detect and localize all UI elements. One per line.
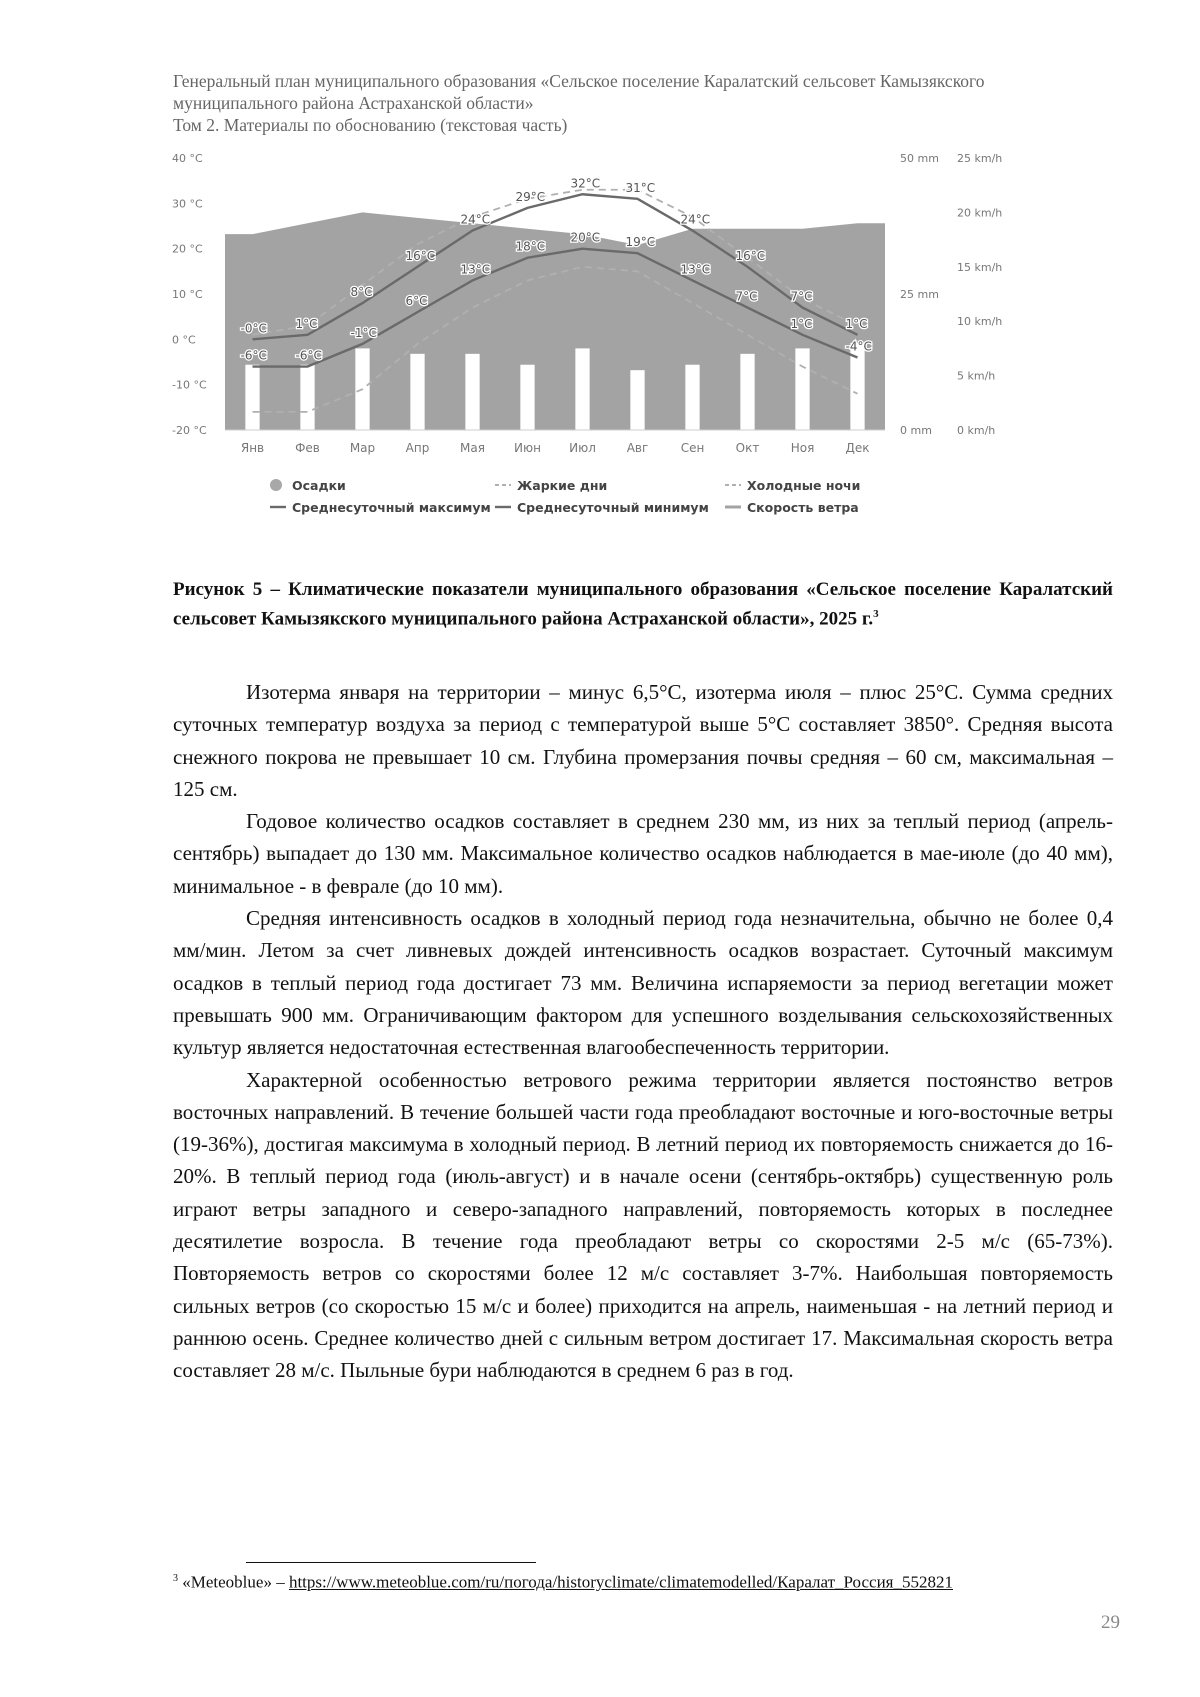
min-temp-label: 6°C [405,294,428,309]
y-tick-label: 30 °C [172,197,203,211]
max-temp-label: 24°C [680,212,711,227]
wind-tick-label: 25 km/h [957,152,1003,165]
precip-tick-label: 25 mm [900,288,939,301]
header-line-2: муниципального района Астраханской области» [173,93,534,113]
x-tick-label: Ноя [790,441,815,455]
legend-label: Среднесуточный минимум [517,500,709,515]
wind-tick-label: 5 km/h [957,369,996,383]
min-temp-label: 19°C [625,235,656,250]
min-temp-label: -6°C [295,348,322,363]
page-number: 29 [1101,1612,1120,1633]
body-text [173,676,1113,1387]
max-temp-label: 31°C [625,180,656,195]
paragraph: Изотерма января на территории – минус 6,5°С, изотерма июля – плюс 25°С. Сумма средних суточных температур воздуха за период с температурой выше 5°С составляет 3850°. Средняя высота снежного покрова не превышает 10 см. Глубина промерзания почвы средняя – 60 см, максимальная – 125 см. [173,680,1113,801]
precip-tick-label: 50 mm [900,152,939,165]
wind-tick-label: 0 km/h [957,424,996,437]
legend-label: Жаркие дни [517,478,608,493]
precipitation-bar [465,354,479,430]
paragraph: Характерной особенностью ветрового режима территории является постоянство ветров восточных направлений. В течение большей части года преобладают восточные и юго-восточные ветры (19-36%), достигая максимума в холодный период. В летний период их повторяемость снижается до 16-20%. В теплый период года (июль-август) и в начале осени (сентябрь-октябрь) существенную роль играют ветры западного и северо-западного направлений, повторяемость которых в последнее десятилетие возросла. В течение года преобладают ветры со скоростями 2-5 м/с (65-73%). Повторяемость ветров со скоростями более 12 м/с составляет 3-7%. Наибольшая повторяемость сильных ветров (со скоростью 15 м/с и более) приходится на апрель, наименьшая - на летний период и раннюю осень. Среднее количество дней с сильным ветром достигает 17. Максимальная скорость ветра составляет 28 м/с. Пыльные бури наблюдаются в среднем 6 раз в год. [173,1067,1113,1383]
precipitation-bar [685,365,699,430]
x-tick-label: Янв [240,441,265,455]
paragraph: Средняя интенсивность осадков в холодный период года незначительна, обычно не более 0,4 мм/мин. Летом за счет ливневых дождей интенсивность осадков возрастает. Суточный максимум осадков в теплый период года достигает 73 мм. Величина испаряемости за период вегетации может превышать 900 мм. Ограничивающим фактором для успешного возделывания сельскохозяйственных культур является недостаточная естественная влагообеспеченность территории. [173,906,1113,1060]
legend-label: Осадки [292,478,346,493]
footnote-divider [246,1562,536,1563]
precipitation-bar [520,365,534,430]
legend-label: Скорость ветра [747,500,859,515]
climate-chart [170,150,1105,570]
footnote-link[interactable]: https://www.meteoblue.com/ru/погода/historyclimate/climatemodelled/Каралат_Россия_552821 [288,1572,953,1592]
legend-label: Среднесуточный максимум [292,500,491,515]
legend-precip-swatch [270,479,282,491]
footnote-ref: 3 [873,608,879,620]
legend-label: Холодные ночи [747,478,861,493]
x-tick-label: Мая [460,441,485,455]
max-temp-label: 16°C [735,248,766,263]
max-temp-label: 24°C [460,212,491,227]
precipitation-bar [740,354,754,430]
x-tick-label: Июл [569,441,596,455]
wind-tick-label: 15 km/h [957,260,1003,274]
precipitation-bar [630,370,644,430]
x-tick-label: Авг [626,441,649,455]
precip-tick-label: 0 mm [900,424,932,437]
y-tick-label: 20 °C [172,242,203,256]
x-tick-label: Фев [295,441,320,455]
wind-speed-area [225,212,885,430]
min-temp-label: 1°C [790,316,813,331]
y-tick-label: 0 °C [172,333,196,347]
climate-chart-svg [170,150,1105,570]
y-tick-label: -20 °C [172,424,207,437]
max-temp-label: 1°C [845,316,868,331]
x-tick-label: Мар [349,441,376,455]
min-temp-label: -6°C [240,348,267,363]
y-tick-label: 10 °C [172,288,203,301]
min-temp-label: 18°C [515,239,546,254]
min-temp-label: -1°C [350,325,377,340]
y-tick-label: -10 °C [172,378,207,392]
max-temp-label: 16°C [405,248,436,263]
footnote-number: 3 [173,1573,178,1584]
document-header [173,70,1133,136]
x-tick-label: Апр [405,441,430,455]
precipitation-bar [245,365,259,430]
max-temp-label: 7°C [790,289,813,304]
min-temp-label: 13°C [460,262,491,277]
figure-caption-text: Рисунок 5 – Климатические показатели муниципального образования «Сельское поселение Каралатский сельсовет Камызякского муниципального района Астраханской области», 2025 г. [173,579,1113,630]
precipitation-bar [575,348,589,430]
wind-tick-label: 20 km/h [957,206,1003,220]
y-tick-label: 40 °C [172,152,203,165]
paragraph: Годовое количество осадков составляет в среднем 230 мм, из них за теплый период (апрель-сентябрь) выпадает до 130 мм. Максимальное количество осадков наблюдается в мае-июле (до 40 мм), минимальное - в феврале (до 10 мм). [173,809,1113,898]
x-tick-label: Окт [735,441,760,455]
footnote [173,1568,1133,1594]
footnote-source: «Meteoblue» – [182,1572,289,1592]
x-tick-label: Дек [845,441,870,455]
max-temp-label: 8°C [350,285,373,300]
min-temp-label: 7°C [735,289,758,304]
max-temp-label: 29°C [515,189,546,204]
max-temp-label: -0°C [240,321,267,336]
wind-tick-label: 10 km/h [957,315,1003,329]
max-temp-label: 32°C [570,176,601,191]
precipitation-bar [300,365,314,430]
min-temp-label: -4°C [845,339,872,354]
precipitation-bar [795,348,809,430]
header-line-3: Том 2. Материалы по обоснованию (текстовая часть) [173,115,568,135]
max-temp-label: 1°C [295,316,318,331]
x-tick-label: Июн [514,441,541,455]
min-temp-label: 13°C [680,262,711,277]
x-tick-label: Сен [680,441,705,455]
precipitation-bar [410,354,424,430]
min-temp-label: 20°C [570,230,601,245]
header-line-1: Генеральный план муниципального образования «Сельское поселение Каралатский сельсовет Камызякского [173,71,985,91]
figure-caption [173,578,1113,631]
